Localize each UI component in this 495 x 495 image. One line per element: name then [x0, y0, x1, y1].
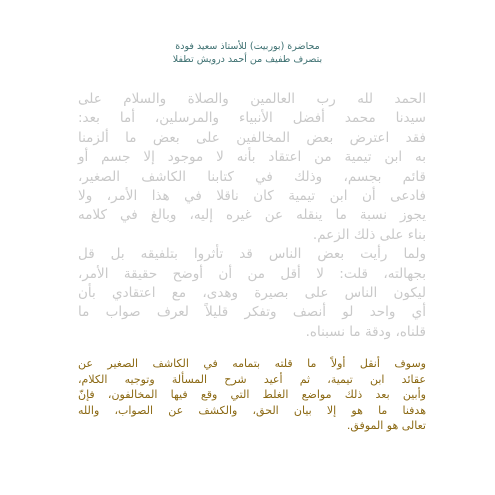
- body-line: عقائد ابن تيمية، ثم أعيد شرح المسألة وتوجيه الكلام،: [78, 372, 426, 386]
- lecture-header: [120, 40, 375, 66]
- intro-line: ليكون الناس على بصيرة وهدى، مع اعتقادي بأن: [78, 285, 426, 302]
- intro-line: ولما رأيت بعض الناس قد تأثروا بتلفيقه بل قل: [78, 246, 426, 263]
- main-paragraph: [78, 356, 426, 434]
- intro-line: فقد اعترض بعض المخالفين على بعض ما ألزمنا: [78, 129, 426, 146]
- intro-line: أي واحد لو أنصف وتفكر قليلاً لعرف صواب ما: [78, 304, 426, 321]
- intro-line: بجهالته، قلت: لا أقل من أن أوضح حقيقة الأمر،: [78, 265, 426, 282]
- intro-line: يجوز نسبة ما ينقله عن غيره إليه، وبالغ في كلامه: [78, 207, 426, 224]
- intro-line: بناء على ذلك الزعم.: [312, 226, 426, 243]
- intro-line: قلناه، ودقة ما نسبناه.: [305, 323, 426, 340]
- lecture-subtitle: بتصرف طفيف من أحمد درويش تطفلا: [172, 54, 323, 65]
- body-line: وسوف أنقل أولاً ما قلته بتمامه في الكاشف الصغير عن: [78, 357, 426, 370]
- intro-line: قائم بجسم، وذلك في كتابنا الكاشف الصغير،: [78, 168, 426, 185]
- body-line: وأبين بعد ذلك مواضع الغلط التي وقع فيها المخالفون، فإنّ: [78, 388, 426, 402]
- intro-line: به ابن تيمية من اعتقاد بأنه لا موجود إلا جسم أو: [78, 149, 426, 166]
- lecture-title: محاضرة (بوربيت) للأستاذ سعيد فودة: [175, 41, 320, 52]
- intro-paragraph: [78, 90, 426, 342]
- intro-line: الحمد لله رب العالمين والصلاة والسلام على: [78, 91, 426, 107]
- intro-line: سيدنا محمد أفضل الأنبياء والمرسلين، أما بعد:: [78, 110, 426, 127]
- body-line: هدفنا ما هو إلا بيان الحق، والكشف عن الصواب، والله: [78, 403, 426, 417]
- intro-line: فادعى أن ابن تيمية كان ناقلا في هذا الأمر، ولا: [78, 188, 426, 205]
- body-line: تعالى هو الموفق.: [346, 419, 426, 433]
